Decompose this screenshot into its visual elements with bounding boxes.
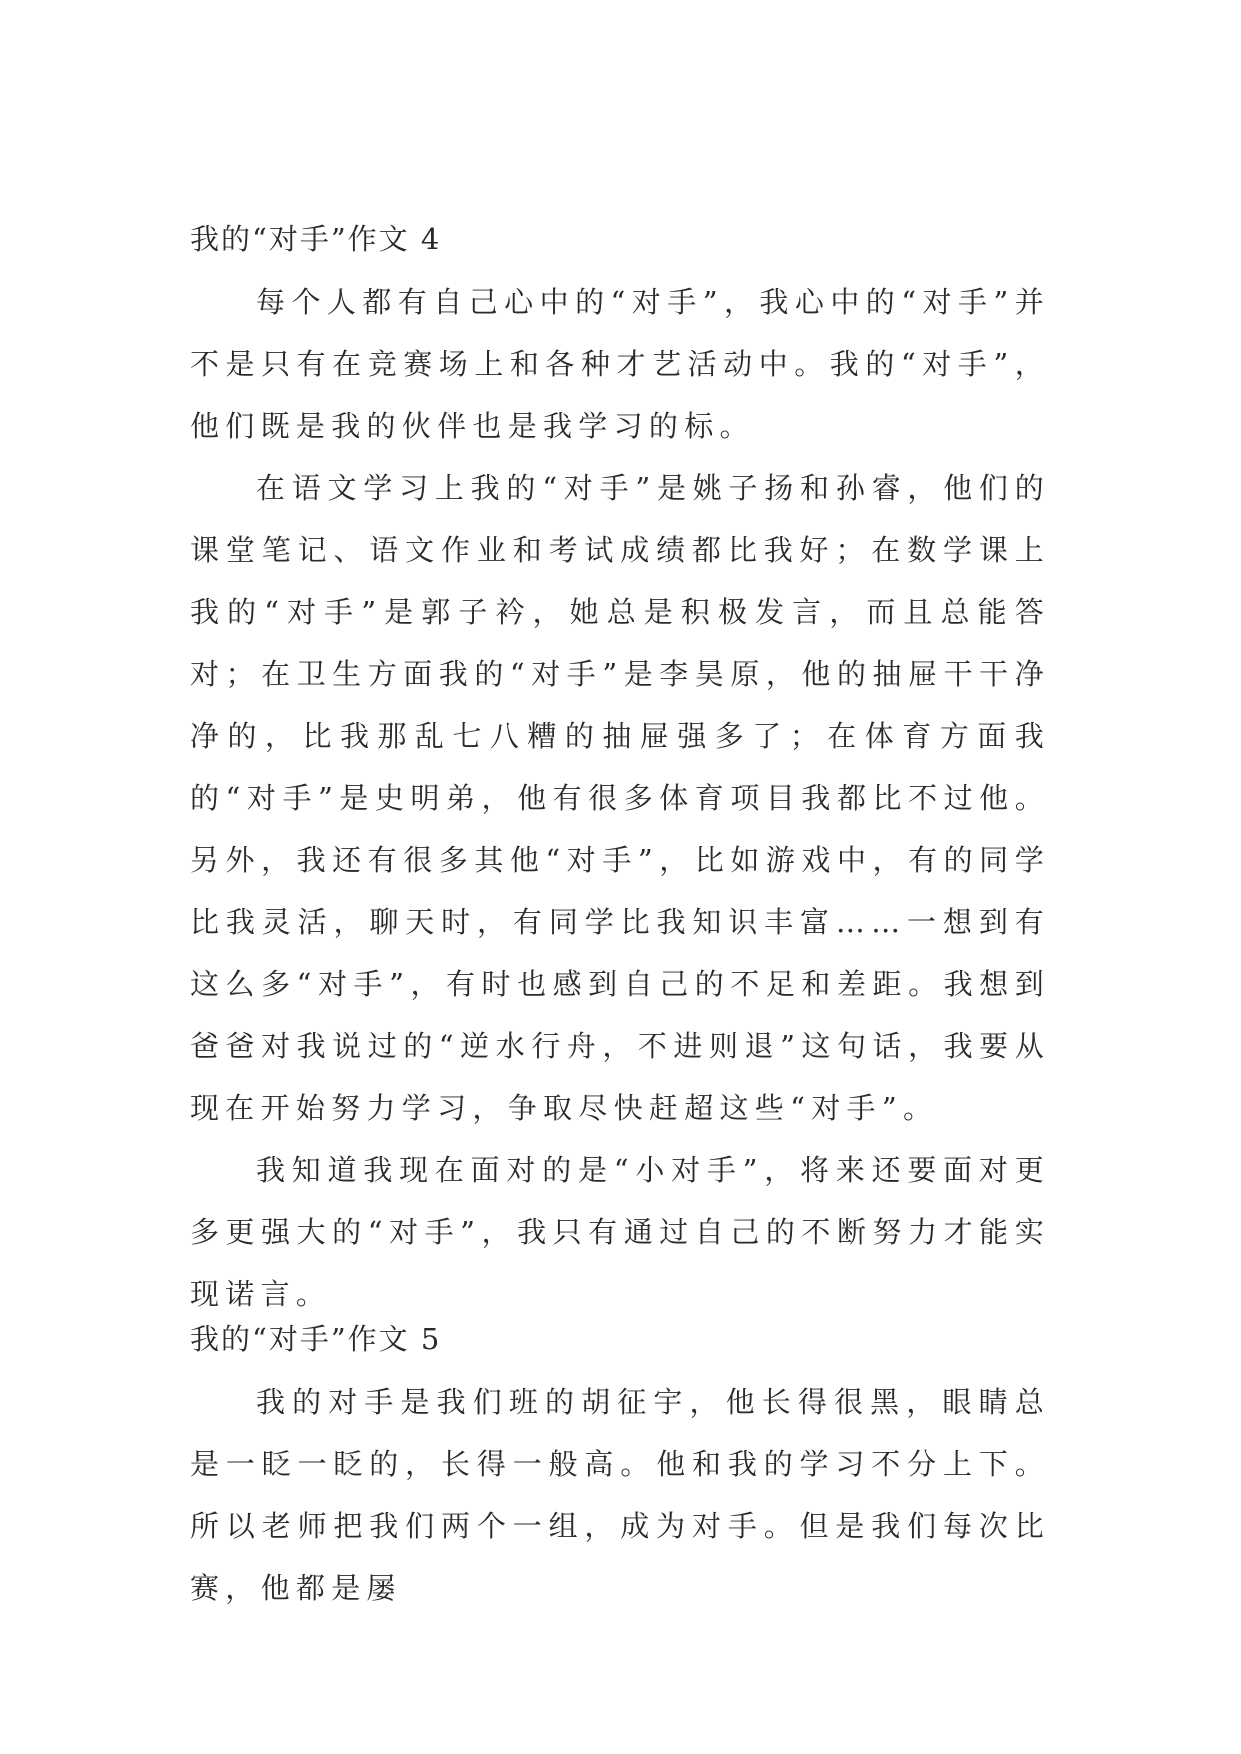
essay-4-title: 我的“对手”作文 4 (190, 222, 442, 256)
essay-4-paragraph-3: 我知道我现在面对的是“小对手”，将来还要面对更多更强大的“对手”，我只有通过自己的不断努力才能实现诺言。 (190, 1153, 1050, 1311)
essay-5-title: 我的“对手”作文 5 (190, 1322, 442, 1356)
essay-4-paragraph-1: 每个人都有自己心中的“对手”，我心中的“对手”并不是只有在竞赛场上和各种才艺活动中。我的“对手”，他们既是我的伙伴也是我学习的标。 (190, 285, 1050, 443)
essay-4 (190, 208, 1050, 1325)
essay-4-paragraph-2: 在语文学习上我的“对手”是姚子扬和孙睿，他们的课堂笔记、语文作业和考试成绩都比我好；在数学课上我的“对手”是郭子衿，她总是积极发言，而且总能答对；在卫生方面我的“对手”是李昊原，他的抽屉干干净净的，比我那乱七八糟的抽屉强多了；在体育方面我的“对手”是史明弟，他有很多体育项目我都比不过他。另外，我还有很多其他“对手”，比如游戏中，有的同学比我灵活，聊天时，有同学比我知识丰富……一想到有这么多“对手”，有时也感到自己的不足和差距。我想到爸爸对我说过的“逆水行舟，不进则退”这句话，我要从现在开始努力学习，争取尽快赶超这些“对手”。 (190, 471, 1050, 1125)
essay-5 (190, 1308, 1050, 1619)
essay-5-paragraph-1: 我的对手是我们班的胡征宇，他长得很黑，眼睛总是一眨一眨的，长得一般高。他和我的学习不分上下。所以老师把我们两个一组，成为对手。但是我们每次比赛，他都是屡 (190, 1385, 1050, 1605)
